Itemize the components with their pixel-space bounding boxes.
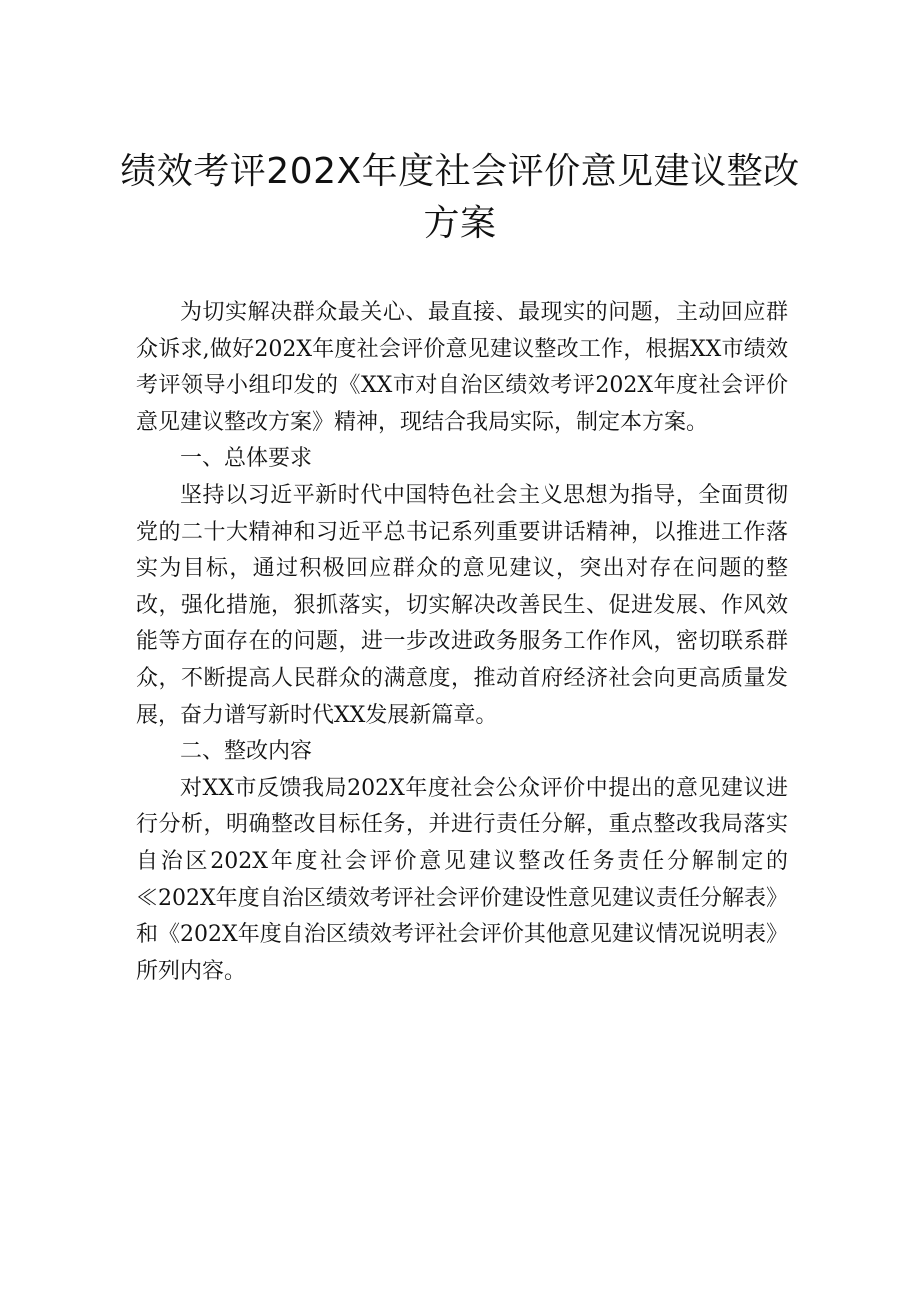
section-heading-general-requirements: 一、总体要求 <box>180 446 313 472</box>
document-title: 绩效考评202X年度社会评价意见建议整改方案 <box>120 151 800 244</box>
section-heading-rectification-content: 二、整改内容 <box>180 739 313 765</box>
document-body <box>136 295 788 990</box>
rectification-content-paragraph: 对XX市反馈我局202X年度社会公众评价中提出的意见建议进行分析，明确整改目标任务，并进行责任分解，重点整改我局落实自治区202X年度社会评价意见建议整改任务责任分解制定的≪202X年度自治区绩效考评社会评价建设性意见建议责任分解表》和《202X年度自治区绩效考评社会评价其他意见建议情况说明表》所列内容。 <box>136 775 788 984</box>
general-requirements-paragraph: 坚持以习近平新时代中国特色社会主义思想为指导，全面贯彻党的二十大精神和习近平总书记系列重要讲话精神，以推进工作落实为目标，通过积极回应群众的意见建议，突出对存在问题的整改，强化措施，狠抓落实，切实解决改善民生、促进发展、作风效能等方面存在的问题，进一步改进政务服务工作作风，密切联系群众，不断提高人民群众的满意度，推动首府经济社会向更高质量发展，奋力谱写新时代XX发展新篇章。 <box>136 482 788 728</box>
intro-paragraph: 为切实解决群众最关心、最直接、最现实的问题，主动回应群众诉求,做好202X年度社会评价意见建议整改工作，根据XX市绩效考评领导小组印发的《XX市对自治区绩效考评202X年度社会评价意见建议整改方案》精神，现结合我局实际，制定本方案。 <box>136 300 788 435</box>
